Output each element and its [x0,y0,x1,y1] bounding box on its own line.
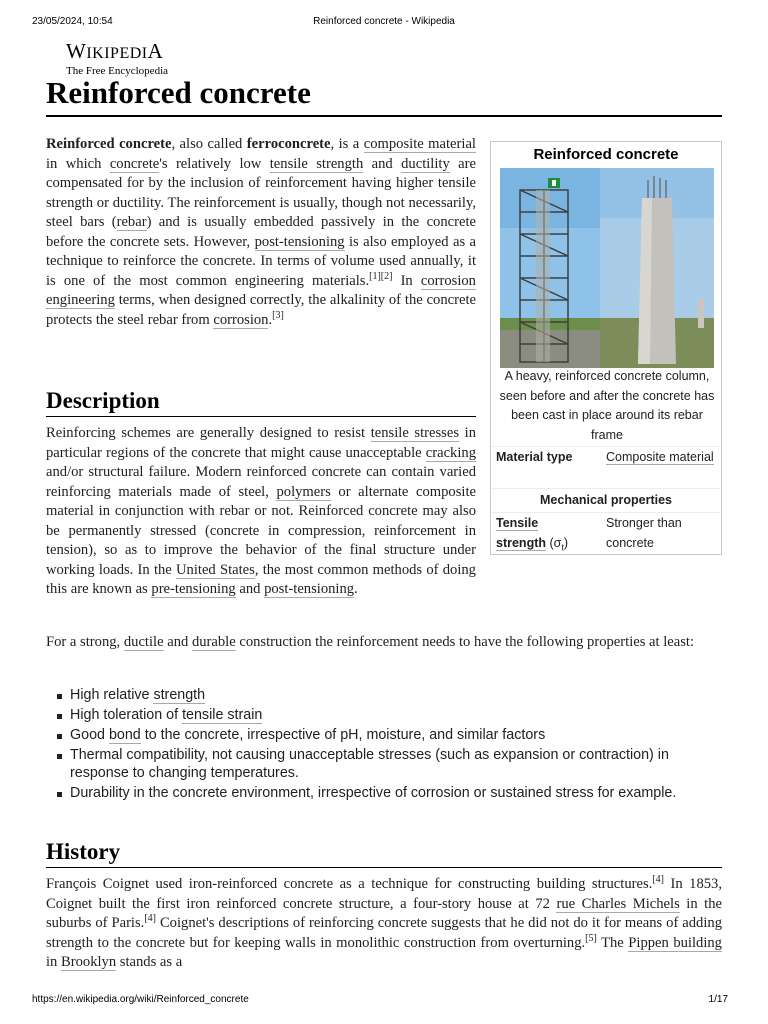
ref-5[interactable]: [5] [585,932,597,944]
print-page-title: Reinforced concrete - Wikipedia [313,16,455,27]
link-composite-material[interactable]: composite material [363,136,476,152]
wikipedia-wordmark: WIKIPEDIA [66,39,164,63]
ref-4b[interactable]: [4] [144,913,156,925]
infobox-caption: A heavy, reinforced concrete column, seen before and after the concrete has been cast in place around its rebar frame [499,369,715,442]
link-ductile[interactable]: ductile [123,634,164,650]
wikipedia-logo[interactable] [66,40,168,77]
infobox-label-tensile: Tensile strength $(\sigma_t)$ [496,516,569,552]
list-item: Durability in the concrete environment, irrespective of corrosion or sustained stress for example. [70,784,725,802]
link-strength[interactable]: strength [153,687,206,703]
infobox-image[interactable] [500,168,714,368]
link-polymers[interactable]: polymers [276,483,331,500]
print-date: 23/05/2024, 10:54 [32,16,113,27]
intro-paragraph: Reinforced concrete, also called ferroconcrete, is a composite material in which concrete's relatively low tensile strength and ductility are compensated for by the inclusion of reinforcement having higher tensile strength or ductility. The reinforcement is usually, though not necessarily, steel bars (rebar) and is usually embedded passively in the concrete before the concrete sets. However, post-tensioning is also employed as a technique to reinforce the concrete. In terms of volume used annually, it is one of the most common engineering materials.[1][2] In corrosion engineering terms, when designed correctly, the alkalinity of the concrete protects the steel rebar from corrosion.[3] [46,136,476,328]
page-title: Reinforced concrete [46,74,722,117]
properties-list [70,686,725,804]
link-tensile-strain[interactable]: tensile strain [182,707,263,723]
link-composite-material-infobox[interactable]: Composite material [606,450,714,464]
list-item: High toleration of tensile strain [70,706,725,724]
ref-1-2[interactable]: [1][2] [369,270,393,282]
list-item: Thermal compatibility, not causing unacceptable stresses (such as expansion or contraction) in response to changing temperatures. [70,746,725,782]
description-paragraph-1: Reinforcing schemes are generally designed to resist tensile stresses in particular regions of the concrete that might cause unacceptable cracking and/or structural failure. Modern reinforced concrete can contain varied reinforcing materials made of steel, polymers or alternate composite material in conjunction with rebar or not. Reinforced concrete may also be permanently stressed (concrete in compression, reinforcement in tension), so as to improve the behavior of the final structure under working loads. In the United States, the most common methods of doing this are known as pre-tensioning and post-tensioning. [46,424,722,600]
link-pippen-building[interactable]: Pippen building [628,934,722,951]
link-tensile-stresses[interactable]: tensile stresses [370,425,460,441]
print-footer [32,994,728,1008]
wikipedia-tagline: The Free Encyclopedia [66,65,169,77]
link-rebar[interactable]: rebar [116,214,147,230]
print-header [32,16,736,30]
list-item: Good bond to the concrete, irrespective of pH, moisture, and similar factors [70,726,725,744]
ref-4[interactable]: [4] [652,874,664,886]
history-paragraph: François Coignet used iron-reinforced concrete as a technique for constructing building structures.[4] In 1853, Coignet built the first iron reinforced concrete structure, a four-story house at 72 rue Charles Michels in the suburbs of Paris.[4] Coignet's descriptions of reinforcing concrete suggests that he did not do it for means of adding strength to the concrete but for keeping walls in monolithic construction from overturning.[5] The Pippen building in Brooklyn stands as a [46,874,723,970]
infobox-wrap-spacer [476,424,722,574]
link-tensile-strength[interactable]: tensile strength [269,155,364,172]
description-paragraph-2: For a strong, ductile and durable construction the reinforcement needs to have the following properties at least: [46,634,695,650]
link-post-tensioning-2[interactable]: post-tensioning [264,581,355,597]
list-item: High relative strength [70,686,725,704]
link-ductility[interactable]: ductility [401,155,450,172]
link-rue-charles-michels[interactable]: rue Charles Michels [556,895,680,912]
heading-description: Description [46,386,476,417]
link-pre-tensioning[interactable]: pre-tensioning [151,581,236,597]
link-united-states[interactable]: United States [176,561,255,578]
heading-history: History [46,837,722,868]
infobox-mech-heading: Mechanical properties [540,493,672,507]
column-photo [500,168,714,368]
print-url: https://en.wikipedia.org/wiki/Reinforced_concrete [32,994,249,1005]
infobox-label-material: Material type [496,450,573,464]
infobox-value-tensile: Stronger than concrete [606,516,682,550]
link-durable[interactable]: durable [191,634,236,650]
link-corrosion-engineering[interactable]: corrosion engineering [46,272,476,308]
ref-3[interactable]: [3] [272,309,284,321]
link-corrosion[interactable]: corrosion [213,311,269,328]
link-brooklyn[interactable]: Brooklyn [61,954,117,970]
link-tensile-strength-infobox[interactable]: Tensile strength [496,516,546,550]
link-bond[interactable]: bond [108,727,141,743]
print-page-number: 1/17 [708,994,728,1005]
infobox-title: Reinforced concrete [533,146,679,163]
link-concrete[interactable]: concrete [109,155,160,172]
link-cracking[interactable]: cracking [425,444,476,461]
link-post-tensioning[interactable]: post-tensioning [254,233,345,250]
